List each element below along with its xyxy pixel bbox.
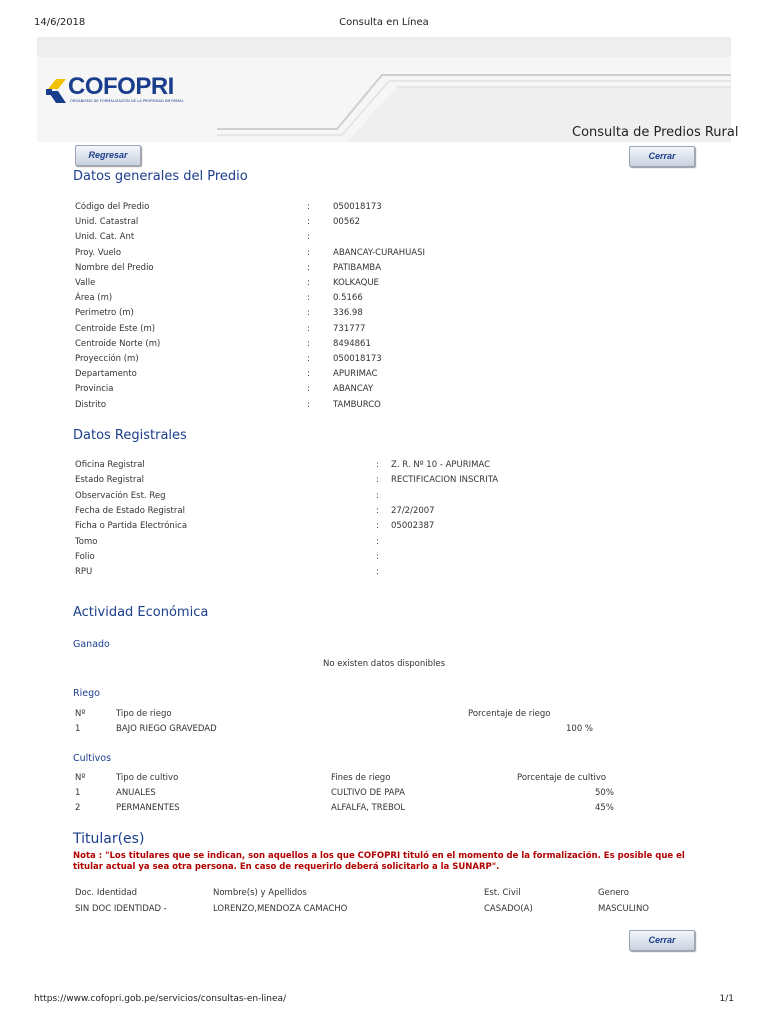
cultivos-row-1-porcentaje: 50% <box>595 788 614 798</box>
datos-generales-field-separator: : <box>307 262 310 273</box>
datos-generales-field-separator: : <box>307 384 310 395</box>
ganado-empty-message: No existen datos disponibles <box>322 659 446 669</box>
datos-generales-field-label: Distrito <box>75 399 107 410</box>
riego-header-porcentaje: Porcentaje de riego <box>468 709 551 719</box>
datos-generales-field-label: Centroide Norte (m) <box>75 338 161 349</box>
cultivos-header-fines: Fines de riego <box>331 773 391 783</box>
titulares-header-nombre: Nombre(s) y Apellidos <box>213 888 307 898</box>
cerrar-button-top[interactable]: Cerrar <box>629 146 695 167</box>
datos-generales-field-separator: : <box>307 308 310 319</box>
cultivos-row-1-num: 1 <box>75 788 81 798</box>
print-page-number: 1/1 <box>719 994 734 1004</box>
print-date: 14/6/2018 <box>34 17 86 28</box>
datos-generales-field-label: Departamento <box>75 369 137 380</box>
datos-generales-field-label: Centroide Este (m) <box>75 323 156 334</box>
cultivos-title: Cultivos <box>73 753 112 764</box>
datos-generales-field-value: 050018173 <box>333 202 382 212</box>
datos-generales-field-label: Proyección (m) <box>75 354 139 364</box>
cultivos-header-porcentaje: Porcentaje de cultivo <box>517 773 607 783</box>
logo-text: COFOPRI <box>68 73 174 100</box>
cultivos-row-2-tipo: PERMANENTES <box>116 803 180 813</box>
print-title: Consulta en Línea <box>339 17 429 28</box>
datos-generales-field-value: PATIBAMBA <box>333 262 382 273</box>
datos-registrales-field-label: Fecha de Estado Registral <box>75 505 185 516</box>
datos-registrales-field-label: Estado Registral <box>75 475 144 486</box>
riego-header-tipo: Tipo de riego <box>116 709 172 719</box>
titulares-header-genero: Genero <box>598 888 629 898</box>
riego-row-porcentaje: 100 % <box>566 724 594 734</box>
cultivos-row-2-num: 2 <box>75 803 81 813</box>
datos-registrales-field-label: Observación Est. Reg <box>75 490 166 501</box>
datos-registrales-field-label: Folio <box>75 551 95 562</box>
datos-generales-field-separator: : <box>307 278 310 288</box>
datos-registrales-field-label: Ficha o Partida Electrónica <box>75 521 188 532</box>
datos-registrales-field-value: Z. R. Nº 10 - APURIMAC <box>391 460 491 470</box>
titulares-nota: Nota : "Los titulares que se indican, son aquellos a los que COFOPRI tituló en el momento de la formalización. Es posible que el titular actual ya sea otra persona. En caso de requerirlo deberá solicitarlo a la SUNARP". <box>73 851 685 872</box>
datos-generales-field-label: Código del Predio <box>75 202 150 212</box>
datos-generales-field-value: ABANCAY-CURAHUASI <box>333 247 426 258</box>
datos-registrales-field-separator: : <box>376 490 379 501</box>
ganado-title: Ganado <box>73 639 110 650</box>
titulares-header-doc: Doc. Identidad <box>75 888 138 898</box>
datos-generales-field-value: 00562 <box>333 217 361 228</box>
titulares-header-civil: Est. Civil <box>484 888 521 898</box>
datos-generales-field-separator: : <box>307 217 310 228</box>
datos-generales-field-separator: : <box>307 247 310 258</box>
datos-generales-field-separator: : <box>307 338 310 349</box>
datos-generales-field-value: 050018173 <box>333 354 382 364</box>
logo-emblem-icon <box>46 75 68 105</box>
datos-generales-field-separator: : <box>307 202 310 212</box>
datos-registrales-field-separator: : <box>376 505 379 516</box>
datos-registrales-field-separator: : <box>376 536 379 547</box>
datos-generales-field-value: 336.98 <box>333 308 363 319</box>
datos-registrales-field-separator: : <box>376 475 379 486</box>
datos-generales-field-separator: : <box>307 354 310 364</box>
titular-row-doc: SIN DOC IDENTIDAD - <box>75 904 167 914</box>
cultivos-row-1-tipo: ANUALES <box>116 788 156 798</box>
datos-generales-field-label: Área (m) <box>75 293 113 304</box>
datos-generales-field-label: Unid. Cat. Ant <box>75 232 135 243</box>
datos-registrales-field-separator: : <box>376 521 379 532</box>
riego-row-tipo: BAJO RIEGO GRAVEDAD <box>116 724 217 734</box>
datos-generales-field-label: Proy. Vuelo <box>75 247 122 258</box>
datos-generales-field-separator: : <box>307 293 310 304</box>
datos-registrales-field-label: Oficina Registral <box>75 460 145 470</box>
cofopri-logo <box>46 73 196 109</box>
cultivos-row-1-fines: CULTIVO DE PAPA <box>331 788 405 798</box>
riego-header-num: Nº <box>75 709 86 719</box>
datos-generales-field-value: APURIMAC <box>333 369 378 380</box>
titular-row-nombre: LORENZO,MENDOZA CAMACHO <box>213 904 348 914</box>
cultivos-row-2-fines: ALFALFA, TREBOL <box>331 803 406 813</box>
datos-generales-field-value: 731777 <box>333 323 366 334</box>
datos-generales-field-separator: : <box>307 323 310 334</box>
titular-row-civil: CASADO(A) <box>484 904 533 914</box>
datos-generales-field-value: 0.5166 <box>333 293 363 304</box>
datos-generales-field-value: KOLKAQUE <box>333 278 379 288</box>
datos-generales-field-value: ABANCAY <box>333 384 374 395</box>
print-url: https://www.cofopri.gob.pe/servicios/consultas-en-linea/ <box>34 994 287 1004</box>
datos-registrales-field-separator: : <box>376 567 379 578</box>
datos-registrales-field-separator: : <box>376 460 379 470</box>
datos-generales-field-label: Valle <box>75 278 96 288</box>
actividad-title: Actividad Económica <box>73 605 209 620</box>
titular-row-genero: MASCULINO <box>598 904 649 914</box>
datos-generales-field-separator: : <box>307 399 310 410</box>
datos-generales-field-label: Perimetro (m) <box>75 308 134 319</box>
datos-generales-field-value: 8494861 <box>333 338 371 349</box>
datos-generales-field-label: Provincia <box>75 384 114 395</box>
datos-registrales-field-label: RPU <box>75 567 93 578</box>
datos-registrales-field-value: 05002387 <box>391 521 435 532</box>
riego-title: Riego <box>73 688 100 699</box>
regresar-button[interactable]: Regresar <box>75 145 141 166</box>
logo-subtitle: ORGANISMO DE FORMALIZACIÓN DE LA PROPIEDAD INFORMAL <box>70 99 184 103</box>
datos-registrales-field-label: Tomo <box>75 536 98 547</box>
datos-generales-field-label: Unid. Catastral <box>75 217 139 228</box>
cerrar-button-bottom[interactable]: Cerrar <box>629 930 695 951</box>
datos-generales-field-separator: : <box>307 232 310 243</box>
titulares-title: Titular(es) <box>73 831 145 847</box>
datos-generales-title: Datos generales del Predio <box>73 169 248 184</box>
riego-row-num: 1 <box>75 724 81 734</box>
cultivos-header-num: Nº <box>75 773 86 783</box>
datos-registrales-field-value: RECTIFICACION INSCRITA <box>391 475 499 486</box>
datos-generales-field-label: Nombre del Predio <box>75 262 154 273</box>
cultivos-header-tipo: Tipo de cultivo <box>116 773 179 783</box>
datos-registrales-field-separator: : <box>376 551 379 562</box>
datos-generales-field-separator: : <box>307 369 310 380</box>
cultivos-row-2-porcentaje: 45% <box>595 803 614 813</box>
page-heading: Consulta de Predios Rural <box>572 125 739 140</box>
datos-registrales-field-value: 27/2/2007 <box>391 505 435 516</box>
datos-registrales-title: Datos Registrales <box>73 428 187 443</box>
datos-generales-field-value: TAMBURCO <box>333 399 381 410</box>
